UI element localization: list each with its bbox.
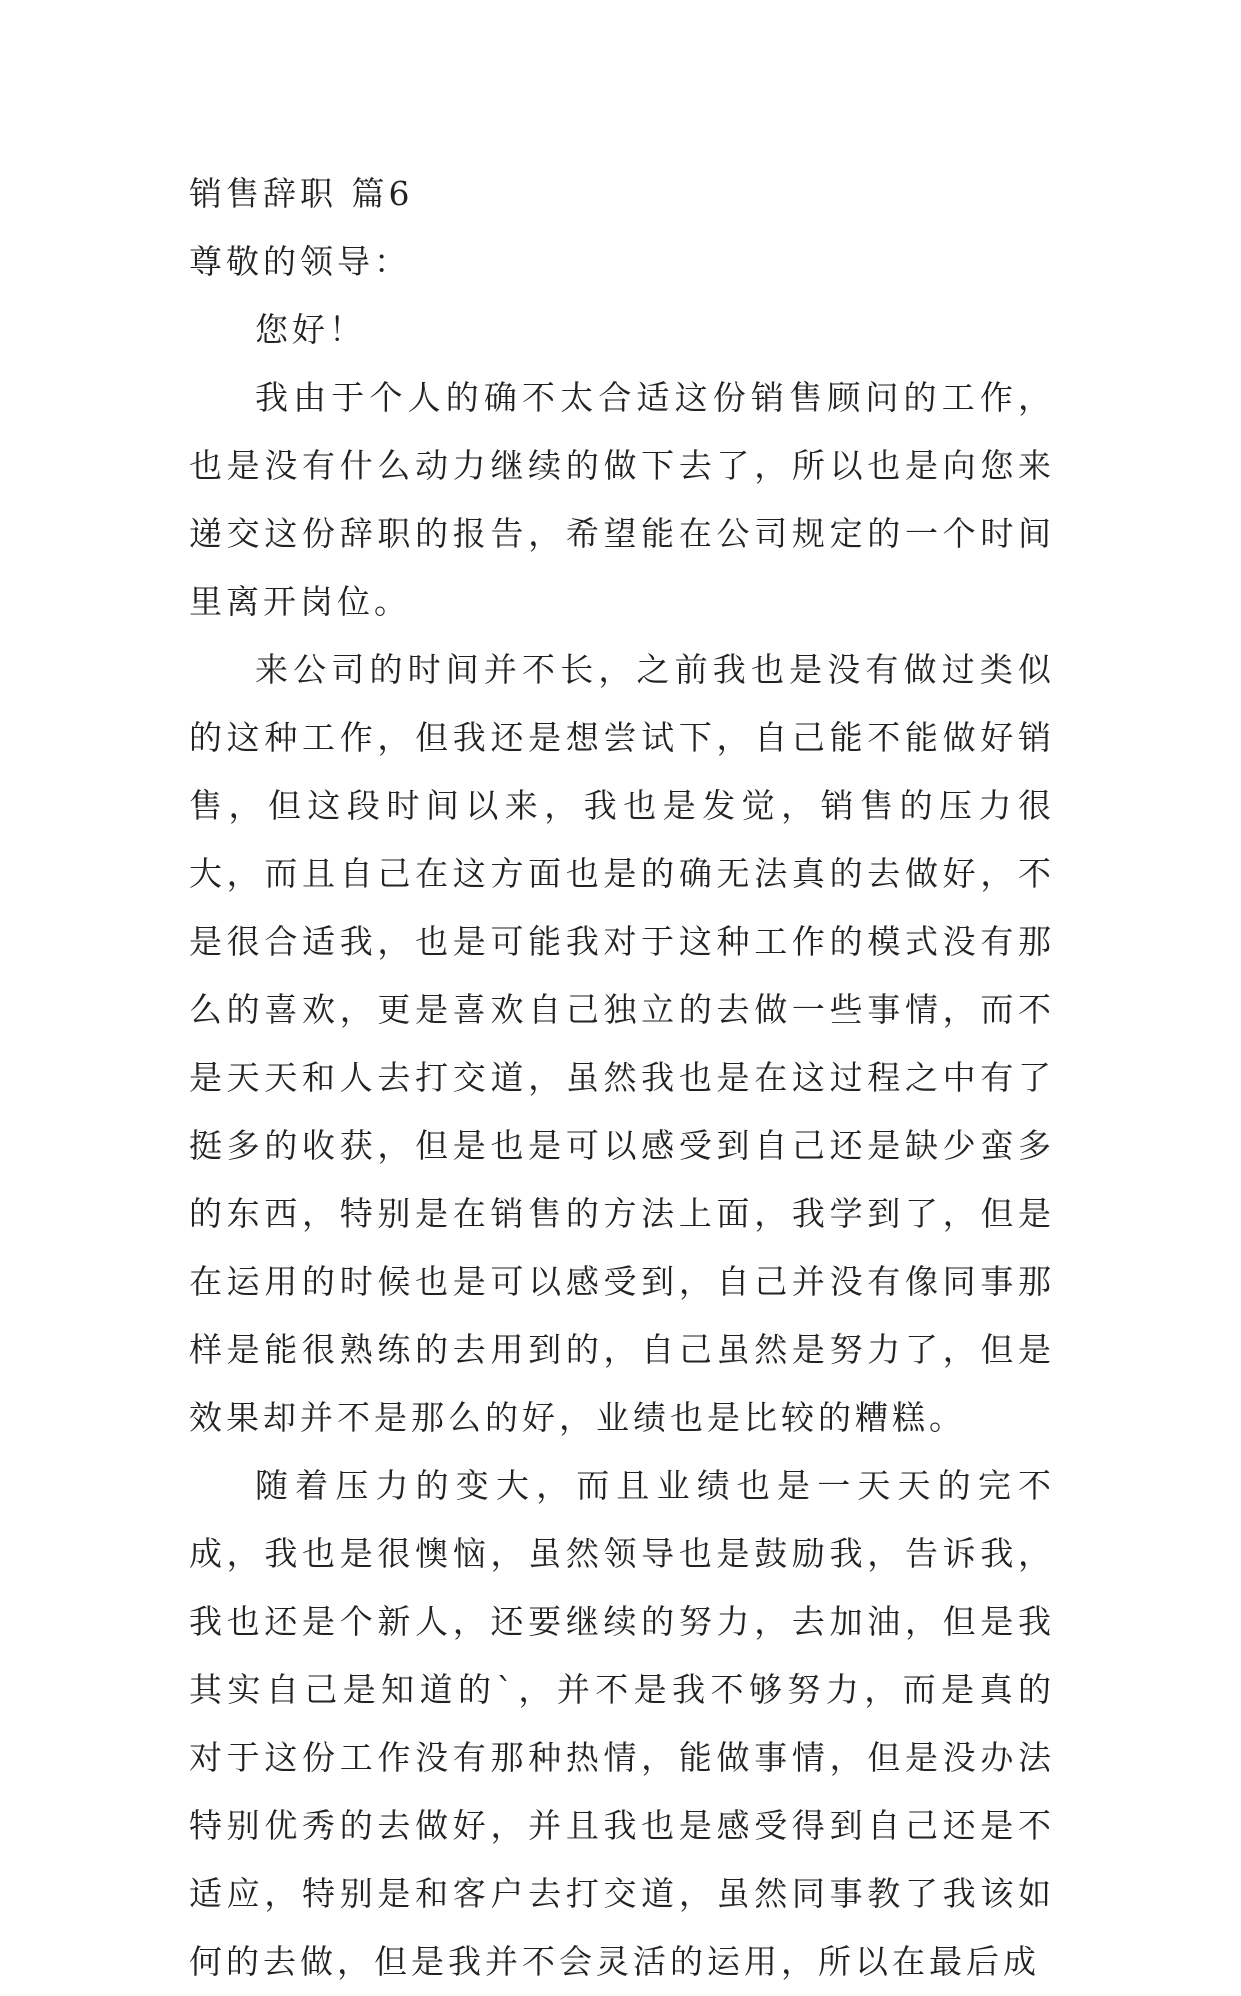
greeting: 您好！ xyxy=(255,310,366,349)
document-title: 销售辞职 篇6 xyxy=(189,174,414,213)
document-body xyxy=(189,160,1055,1996)
paragraph-1: 我由于个人的确不太合适这份销售顾问的工作，也是没有什么动力继续的做下去了，所以也是向您来递交这份辞职的报告，希望能在公司规定的一个时间里离开岗位。 xyxy=(189,378,1055,621)
salutation: 尊敬的领导： xyxy=(189,242,411,281)
paragraph-2: 来公司的时间并不长，之前我也是没有做过类似的这种工作，但我还是想尝试下，自己能不能做好销售，但这段时间以来，我也是发觉，销售的压力很大，而且自己在这方面也是的确无法真的去做好，不是很合适我，也是可能我对于这种工作的模式没有那么的喜欢，更是喜欢自己独立的去做一些事情，而不是天天和人去打交道，虽然我也是在这过程之中有了挺多的收获，但是也是可以感受到自己还是缺少蛮多的东西，特别是在销售的方法上面，我学到了，但是在运用的时候也是可以感受到，自己并没有像同事那样是能很熟练的去用到的，自己虽然是努力了，但是效果却并不是那么的好，业绩也是比较的糟糕。 xyxy=(189,650,1055,1437)
paragraph-3: 随着压力的变大，而且业绩也是一天天的完不成，我也是很懊恼，虽然领导也是鼓励我，告诉我，我也还是个新人，还要继续的努力，去加油，但是我其实自己是知道的`，并不是我不够努力，而是真的对于这份工作没有那种热情，能做事情，但是没办法特别优秀的去做好，并且我也是感受得到自己还是不适应，特别是和客户去打交道，虽然同事教了我该如何的去做，但是我并不会灵活的运用，所以在最后成 xyxy=(189,1466,1055,1981)
